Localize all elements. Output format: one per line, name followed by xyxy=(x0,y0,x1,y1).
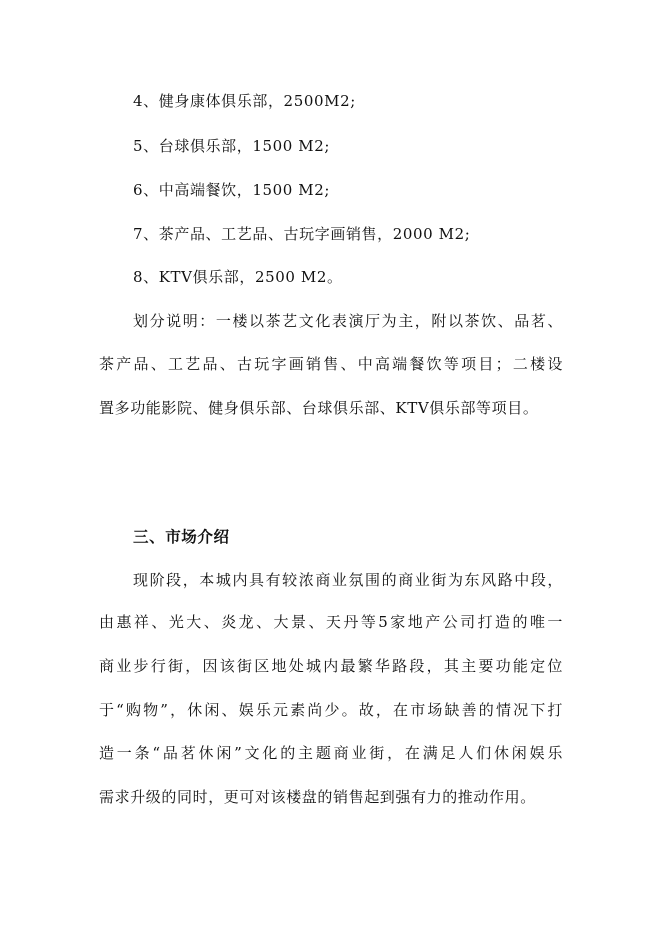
division-paragraph-line: 茶产品、工艺品、古玩字画销售、中高端餐饮等项目；二楼设 xyxy=(99,355,563,373)
division-paragraph-line: 置多功能影院、健身俱乐部、台球俱乐部、KTV俱乐部等项目。 xyxy=(99,399,539,417)
market-paragraph-line: 需求升级的同时，更可对该楼盘的销售起到强有力的推动作用。 xyxy=(99,788,536,806)
market-paragraph-line: 商业步行街，因该街区地处城内最繁华路段，其主要功能定位 xyxy=(99,657,563,675)
list-item: 6、中高端餐饮，1500 M2; xyxy=(133,181,331,199)
market-paragraph-line: 造一条“品茗休闲”文化的主题商业街，在满足人们休闲娱乐 xyxy=(99,744,563,762)
market-paragraph-line: 现阶段，本城内具有较浓商业氛围的商业街为东风路中段， xyxy=(133,571,563,589)
list-item: 8、KTV俱乐部，2500 M2。 xyxy=(133,268,343,286)
section-heading: 三、市场介绍 xyxy=(133,527,230,546)
division-paragraph-line: 划分说明：一楼以茶艺文化表演厅为主，附以茶饮、品茗、 xyxy=(133,312,563,330)
list-item: 5、台球俱乐部，1500 M2; xyxy=(133,137,331,155)
list-item: 4、健身康体俱乐部，2500M2; xyxy=(133,92,356,110)
market-paragraph-line: 由惠祥、光大、炎龙、大景、天丹等5家地产公司打造的唯一 xyxy=(99,613,563,631)
list-item: 7、茶产品、工艺品、古玩字画销售，2000 M2; xyxy=(133,225,471,243)
market-paragraph-line: 于“购物”，休闲、娱乐元素尚少。故，在市场缺善的情况下打 xyxy=(99,701,563,719)
